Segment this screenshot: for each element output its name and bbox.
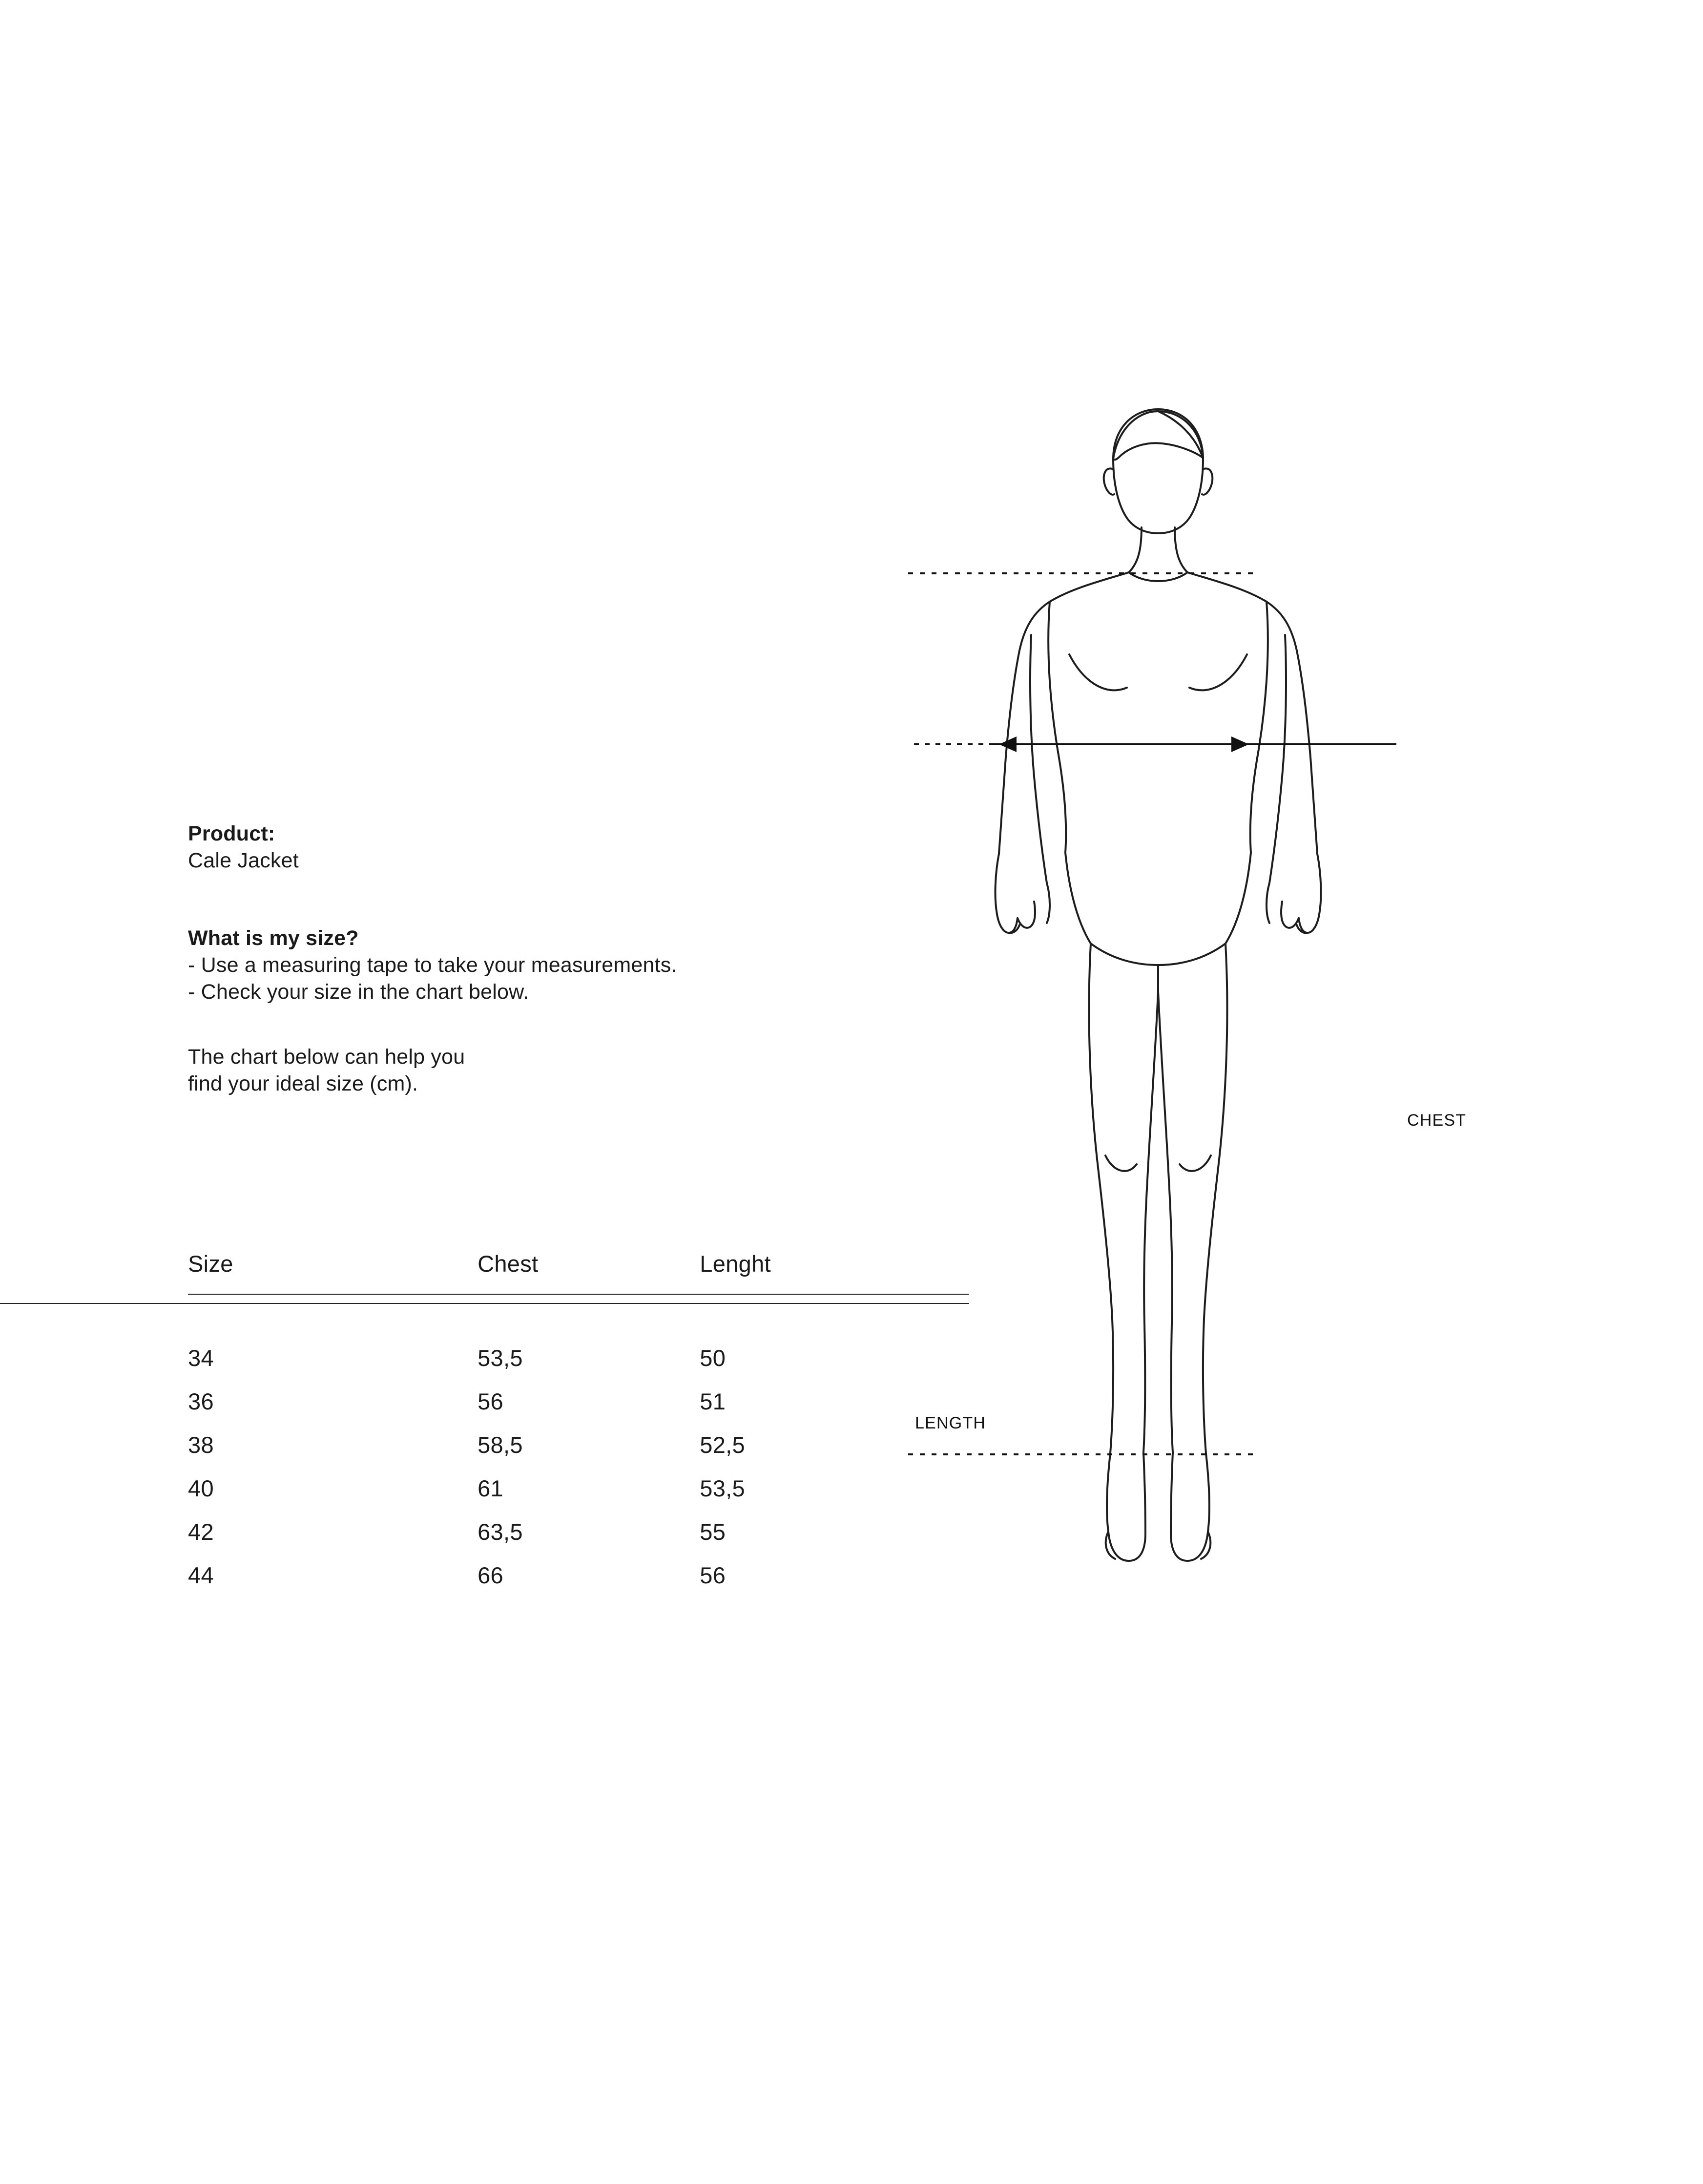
column-header-chest: Chest [478, 1251, 539, 1277]
product-info-block [188, 820, 920, 1097]
chest-dimension-label: CHEST [1407, 1111, 1467, 1130]
column-header-size: Size [188, 1251, 233, 1277]
cell-length: 52,5 [700, 1432, 745, 1458]
cell-size: 34 [188, 1345, 214, 1371]
spacer [188, 1006, 920, 1044]
size-chart [188, 1250, 969, 1597]
product-name: Cale Jacket [188, 849, 299, 873]
cell-size: 40 [188, 1475, 214, 1501]
cell-length: 55 [700, 1519, 726, 1545]
cell-size: 36 [188, 1388, 214, 1414]
table-row [188, 1380, 969, 1423]
cell-chest: 66 [478, 1562, 503, 1588]
cell-chest: 58,5 [478, 1432, 523, 1458]
mannequin-illustration [908, 381, 1641, 1700]
table-row [188, 1423, 969, 1467]
cell-chest: 53,5 [478, 1345, 523, 1371]
column-header-length: Lenght [700, 1251, 771, 1277]
table-row [188, 1510, 969, 1554]
table-row [188, 1294, 969, 1380]
chest-measure-arrow [908, 736, 1396, 752]
cell-length: 53,5 [700, 1475, 745, 1501]
chart-help-line-1: The chart below can help you [188, 1045, 465, 1069]
spacer [188, 874, 920, 925]
chart-help-line-2: find your ideal size (cm). [188, 1072, 418, 1096]
instruction-line-1: - Use a measuring tape to take your measurements. [188, 953, 677, 977]
table-header-row [188, 1250, 969, 1294]
size-help-block [188, 925, 920, 1006]
cell-chest: 61 [478, 1475, 503, 1501]
table-row [188, 1467, 969, 1510]
table-row [188, 1554, 969, 1597]
cell-chest: 56 [478, 1388, 503, 1414]
product-block [188, 820, 920, 874]
size-chart-table [188, 1250, 969, 1597]
cell-length: 50 [700, 1345, 726, 1371]
product-label: Product: [188, 822, 275, 845]
instruction-line-2: - Check your size in the chart below. [188, 980, 529, 1004]
cell-size: 42 [188, 1519, 214, 1545]
cell-chest: 63,5 [478, 1519, 523, 1545]
cell-length: 51 [700, 1388, 726, 1414]
measurement-diagram [908, 381, 1641, 1700]
cell-size: 38 [188, 1432, 214, 1458]
size-question: What is my size? [188, 926, 359, 950]
length-dimension-label: LENGTH [915, 1414, 986, 1432]
cell-size: 44 [188, 1562, 214, 1588]
chart-help-block [188, 1044, 920, 1097]
cell-length: 56 [700, 1562, 726, 1588]
